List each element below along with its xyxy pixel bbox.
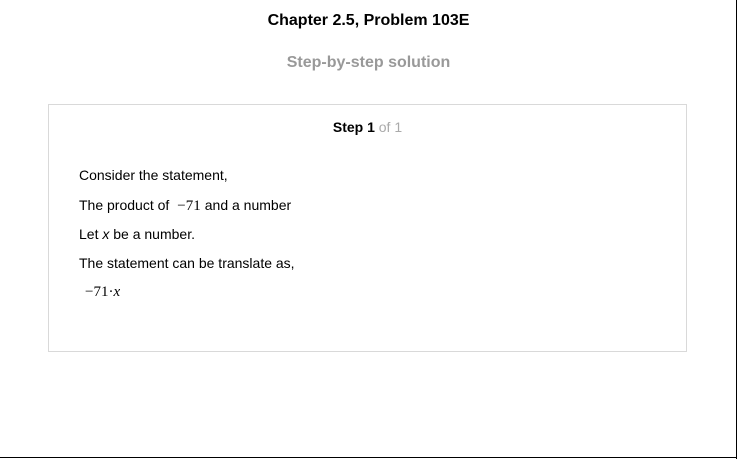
- solution-step-card: [48, 104, 687, 352]
- text-line-translate: The statement can be translate as,: [79, 255, 295, 271]
- step-label: Step 1: [332, 119, 375, 135]
- text-line-let-x: [79, 225, 195, 243]
- text-line-product: [79, 196, 291, 215]
- problem-title: Chapter 2.5, Problem 103E: [267, 12, 470, 29]
- expression-coefficient: −71·: [85, 284, 114, 300]
- text-line-consider: Consider the statement,: [79, 167, 228, 183]
- solution-subtitle: Step-by-step solution: [286, 54, 451, 71]
- product-prefix: The product of: [79, 197, 170, 213]
- math-negative-71: −71: [177, 198, 201, 214]
- step-heading: [49, 118, 686, 136]
- expression-variable: x: [113, 284, 121, 300]
- step-count: of 1: [378, 119, 403, 135]
- product-suffix: and a number: [204, 197, 292, 213]
- math-expression: [85, 283, 120, 301]
- page-border-bottom: [0, 457, 737, 458]
- variable-x: x: [102, 226, 110, 242]
- let-prefix: Let: [79, 226, 99, 242]
- let-suffix: be a number.: [113, 226, 195, 242]
